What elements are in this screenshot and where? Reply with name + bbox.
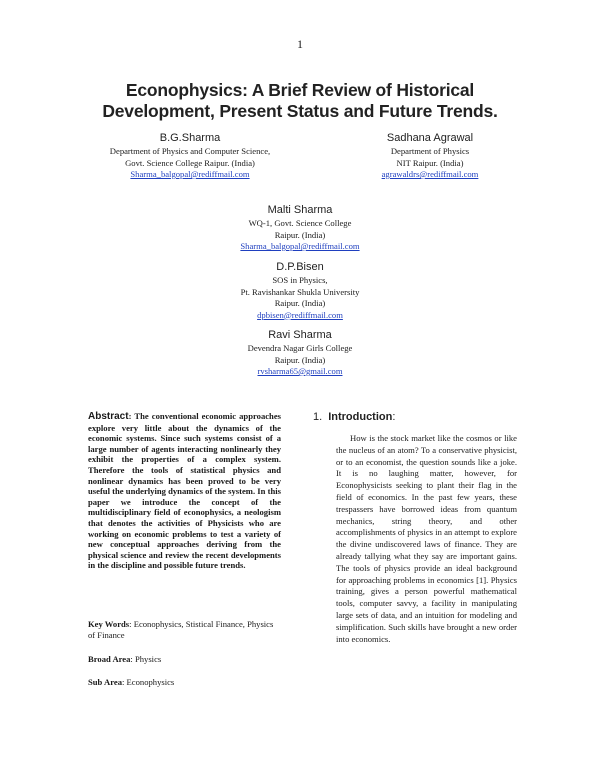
author-name: Sadhana Agrawal (386, 132, 474, 144)
keywords-label: Key Words (88, 619, 130, 629)
author-name: Malti Sharma (267, 204, 333, 216)
author-affiliation: Pt. Ravishankar Shukla University (240, 286, 360, 297)
paper-title (60, 80, 540, 122)
keywords (88, 619, 281, 641)
author-affiliation: SOS in Physics, (272, 275, 328, 285)
sub-area-text: : Econophysics (122, 677, 175, 687)
section-heading-introduction (313, 411, 395, 423)
section-title: Introduction (328, 411, 393, 423)
author-email-link[interactable]: rvsharma65@gmail.com (257, 366, 343, 376)
sub-area-label: Sub Area (88, 677, 122, 687)
author-block (80, 131, 300, 181)
author-name: B.G.Sharma (159, 132, 221, 144)
sub-area (88, 677, 281, 688)
author-affiliation: Raipur. (India) (274, 354, 326, 365)
keywords-text: : Econophysics, Stistical Finance, Physics of Finance (88, 619, 274, 640)
author-block (200, 203, 400, 253)
introduction-text: How is the stock market like the cosmos or like the nucleus of an atom? To a conservative physicist, or to an economist, the question sounds like a joke. It is no laughing matter, however, for Econophysicists seeking to plant their flag in the field of economics. In the past few years, these trespassers have borrowed ideas from quantum mechanics, string theory, and other accomplishments of physics in an attempt to explore the divine undiscovered laws of finance. They are already tallying what they say are important gains. The tools of physics provide an ideal background for approaching problems in economics [1]. Physics training, gives a person powerful mathematical tools, computer savvy, a facility in manipulating large sets of data, and an intuition for modeling and simplification. Such skills have brought a new order into economics. (336, 433, 517, 644)
section-number: 1. (313, 411, 323, 423)
author-email-link[interactable]: Sharma_balgopal@rediffmail.com (240, 241, 360, 251)
author-block (200, 328, 400, 378)
author-affiliation: Department of Physics and Computer Science, (109, 146, 271, 156)
page-number: 1 (297, 37, 303, 51)
author-email-link[interactable]: Sharma_balgopal@rediffmail.com (130, 169, 250, 179)
author-affiliation: NIT Raipur. (India) (396, 157, 464, 168)
author-affiliation: Devendra Nagar Girls College (247, 343, 353, 353)
author-affiliation: Govt. Science College Raipur. (India) (125, 157, 255, 168)
author-email-link[interactable]: dpbisen@rediffmail.com (257, 309, 343, 320)
author-affiliation: Raipur. (India) (274, 298, 326, 308)
section-colon: : (392, 411, 396, 423)
author-affiliation: WQ-1, Govt. Science College (248, 218, 352, 228)
title-line-2: Development, Present Status and Future Trends. (102, 101, 498, 121)
abstract-label: Abstract (88, 411, 129, 422)
abstract-text: : The conventional economic approaches explore very little about the dynamics of the economic systems. Since such systems consist of a large number of agents interacting nonlinearly they exhibit the properties of a complex system. Therefore the tools of statistical physics and nonlinear dynamics has been proved to be very useful the underlying dynamics of the system. In this paper we introduce the concept of the multidisciplinary field of econophysics, a neologism that denotes the activities of Physicists who are working on economic problems to test a variety of new conceptual approaches deriving from the physical science and review the recent developments in the discipline and possible future trends. (88, 411, 281, 571)
author-block (200, 260, 400, 321)
broad-area (88, 654, 281, 665)
author-block (330, 131, 530, 181)
author-name: D.P.Bisen (276, 261, 324, 273)
author-name: Ravi Sharma (268, 329, 332, 341)
abstract (88, 411, 281, 571)
title-line-1: Econophysics: A Brief Review of Historical (125, 80, 475, 100)
broad-area-text: : Physics (130, 654, 162, 664)
author-email-link[interactable]: agrawaldrs@rediffmail.com (381, 169, 479, 179)
broad-area-label: Broad Area (88, 654, 131, 664)
author-affiliation: Department of Physics (390, 146, 470, 156)
author-affiliation: Raipur. (India) (274, 229, 326, 240)
